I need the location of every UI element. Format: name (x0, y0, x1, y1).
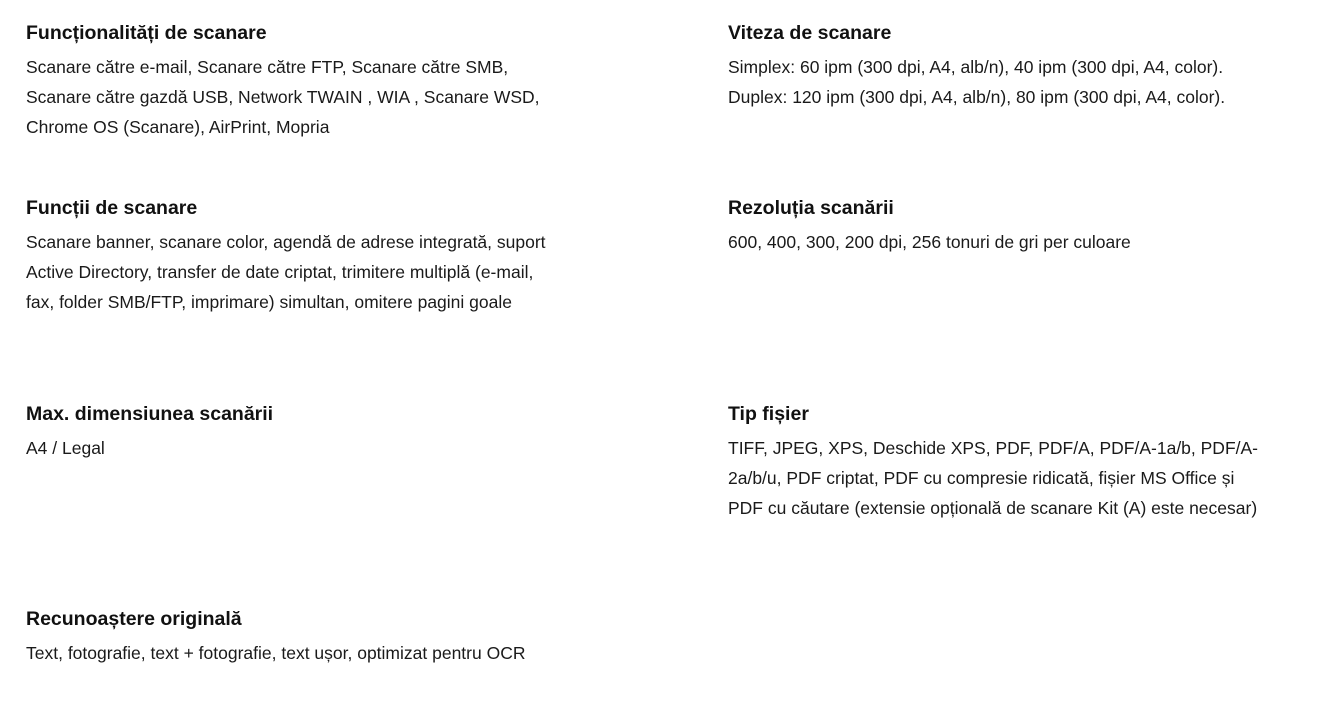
spec-value: 600, 400, 300, 200 dpi, 256 tonuri de gri per culoare (728, 232, 1131, 252)
spec-title: Funcții de scanare (26, 197, 198, 219)
spec-file-type (728, 401, 1258, 523)
spec-scan-speed (728, 20, 1258, 112)
spec-title: Tip fișier (728, 403, 809, 425)
spec-value: Text, fotografie, text + fotografie, text ușor, optimizat pentru OCR (26, 643, 526, 663)
spec-original-recognition (26, 606, 566, 668)
spec-scan-resolution (728, 195, 1258, 257)
spec-value: Scanare banner, scanare color, agendă de adrese integrată, suport Active Directory, transfer de date criptat, trimitere multiplă (e-mail, fax, folder SMB/FTP, imprimare) simultan, omitere pagini goale (26, 232, 546, 312)
spec-title: Recunoaștere originală (26, 608, 242, 630)
spec-max-scan-size (26, 401, 566, 463)
spec-value: A4 / Legal (26, 438, 105, 458)
spec-value: TIFF, JPEG, XPS, Deschide XPS, PDF, PDF/A, PDF/A-1a/b, PDF/A-2a/b/u, PDF criptat, PDF cu compresie ridicată, fișier MS Office și PDF cu căutare (extensie opțională de scanare Kit (A) este necesar) (728, 438, 1258, 518)
spec-scan-features (26, 195, 566, 317)
spec-title: Viteza de scanare (728, 22, 892, 44)
spec-title: Rezoluția scanării (728, 197, 894, 219)
spec-scan-functionality (26, 20, 566, 142)
spec-value: Scanare către e-mail, Scanare către FTP, Scanare către SMB, Scanare către gazdă USB, Network TWAIN , WIA , Scanare WSD, Chrome OS (Scanare), AirPrint, Mopria (26, 57, 540, 137)
spec-value: Simplex: 60 ipm (300 dpi, A4, alb/n), 40 ipm (300 dpi, A4, color). Duplex: 120 ipm (300 dpi, A4, alb/n), 80 ipm (300 dpi, A4, color). (728, 57, 1226, 107)
spec-title: Max. dimensiunea scanării (26, 403, 274, 425)
spec-title: Funcționalități de scanare (26, 22, 267, 44)
